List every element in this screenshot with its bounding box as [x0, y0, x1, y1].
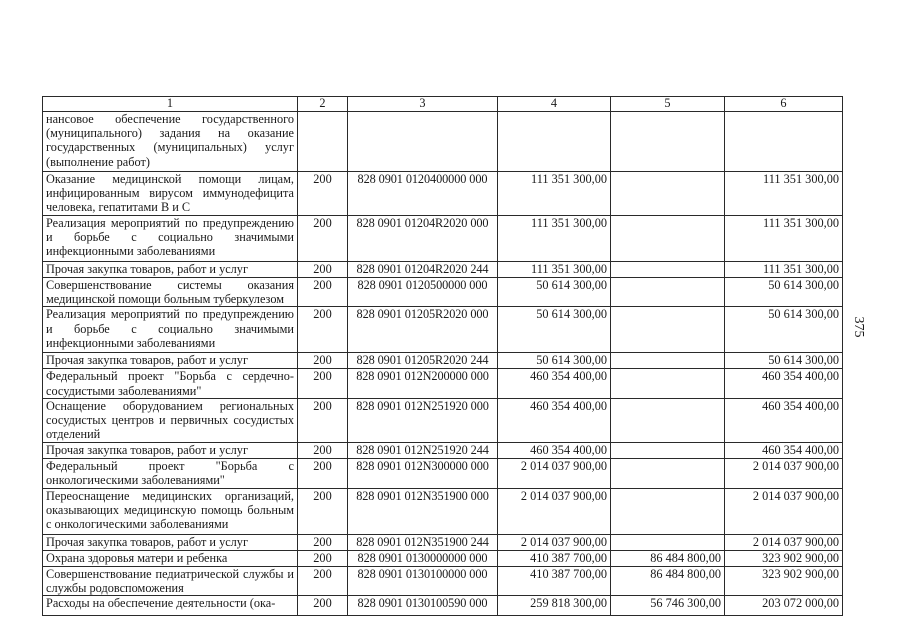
row-name-cell: Оснащение оборудованием региональных сосудистых центров и первичных сосудистых отделений [43, 398, 298, 442]
row-name-cell: Федеральный проект "Борьба с онкологическими заболеваниями" [43, 458, 298, 488]
table-row [43, 369, 843, 398]
row-name-cell: Прочая закупка товаров, работ и услуг [43, 534, 298, 550]
row-col5-cell [611, 458, 725, 488]
row-col5-cell: 56 746 300,00 [611, 596, 725, 616]
row-rz-cell: 200 [298, 278, 348, 307]
row-col5-cell: 86 484 800,00 [611, 566, 725, 595]
row-name-cell: нансовое обеспечение государственного (муниципального) задания на оказание государственных (муниципальных) услуг (выполнение работ) [43, 112, 298, 172]
table-row [43, 278, 843, 307]
table-row [43, 398, 843, 442]
row-code-cell: 828 0901 0130100000 000 [348, 566, 498, 595]
row-name-cell: Переоснащение медицинских организаций, оказывающих медицинскую помощь больным с онкологическими заболеваниями [43, 488, 298, 534]
row-code-cell: 828 0901 0120400000 000 [348, 172, 498, 216]
row-name-cell: Реализация мероприятий по предупреждению и борьбе с социально значимыми инфекционными заболеваниями [43, 307, 298, 353]
row-col5-cell [611, 278, 725, 307]
table-row [43, 442, 843, 458]
row-col6-cell: 460 354 400,00 [725, 369, 843, 398]
row-code-cell: 828 0901 01204R2020 000 [348, 216, 498, 262]
row-col5-cell [611, 307, 725, 353]
budget-table-body [43, 97, 843, 616]
row-col6-cell: 111 351 300,00 [725, 216, 843, 262]
row-col5-cell [611, 112, 725, 172]
row-col6-cell: 111 351 300,00 [725, 262, 843, 278]
table-row [43, 550, 843, 566]
row-col5-cell [611, 398, 725, 442]
row-code-cell: 828 0901 012N200000 000 [348, 369, 498, 398]
row-name-cell: Расходы на обеспечение деятельности (ока- [43, 596, 298, 616]
row-col4-cell: 259 818 300,00 [498, 596, 611, 616]
row-col6-cell: 50 614 300,00 [725, 307, 843, 353]
table-row [43, 596, 843, 616]
row-col4-cell: 111 351 300,00 [498, 262, 611, 278]
table-row [43, 353, 843, 369]
row-col4-cell: 2 014 037 900,00 [498, 488, 611, 534]
row-col4-cell: 111 351 300,00 [498, 172, 611, 216]
row-code-cell: 828 0901 012N351900 000 [348, 488, 498, 534]
row-col5-cell [611, 216, 725, 262]
row-col4-cell [498, 112, 611, 172]
header-cell-6: 6 [725, 97, 843, 112]
row-col5-cell [611, 262, 725, 278]
row-code-cell: 828 0901 012N251920 000 [348, 398, 498, 442]
row-col6-cell: 50 614 300,00 [725, 353, 843, 369]
table-row [43, 216, 843, 262]
row-code-cell: 828 0901 012N300000 000 [348, 458, 498, 488]
table-row [43, 534, 843, 550]
row-name-cell: Реализация мероприятий по предупреждению и борьбе с социально значимыми инфекционными заболеваниями [43, 216, 298, 262]
row-col5-cell [611, 172, 725, 216]
row-col5-cell [611, 534, 725, 550]
row-name-cell: Совершенствование педиатрической службы и службы родовспоможения [43, 566, 298, 595]
row-name-cell: Прочая закупка товаров, работ и услуг [43, 262, 298, 278]
row-code-cell: 828 0901 01205R2020 000 [348, 307, 498, 353]
row-rz-cell: 200 [298, 534, 348, 550]
table-header-row [43, 97, 843, 112]
row-rz-cell: 200 [298, 458, 348, 488]
row-rz-cell: 200 [298, 442, 348, 458]
row-rz-cell: 200 [298, 369, 348, 398]
row-col4-cell: 410 387 700,00 [498, 550, 611, 566]
row-rz-cell: 200 [298, 307, 348, 353]
row-col4-cell: 460 354 400,00 [498, 442, 611, 458]
row-col4-cell: 410 387 700,00 [498, 566, 611, 595]
row-col6-cell: 460 354 400,00 [725, 398, 843, 442]
row-code-cell: 828 0901 012N251920 244 [348, 442, 498, 458]
row-rz-cell: 200 [298, 398, 348, 442]
budget-table [42, 96, 843, 616]
row-rz-cell [298, 112, 348, 172]
row-rz-cell: 200 [298, 550, 348, 566]
row-col6-cell: 111 351 300,00 [725, 172, 843, 216]
row-rz-cell: 200 [298, 172, 348, 216]
table-row [43, 112, 843, 172]
row-rz-cell: 200 [298, 596, 348, 616]
row-name-cell: Прочая закупка товаров, работ и услуг [43, 442, 298, 458]
row-code-cell: 828 0901 0120500000 000 [348, 278, 498, 307]
table-row [43, 566, 843, 595]
row-col4-cell: 50 614 300,00 [498, 307, 611, 353]
row-col6-cell: 203 072 000,00 [725, 596, 843, 616]
header-cell-2: 2 [298, 97, 348, 112]
header-cell-3: 3 [348, 97, 498, 112]
table-row [43, 172, 843, 216]
table-row [43, 458, 843, 488]
table-row [43, 488, 843, 534]
row-name-cell: Оказание медицинской помощи лицам, инфицированным вирусом иммунодефицита человека, гепатитами В и С [43, 172, 298, 216]
row-rz-cell: 200 [298, 216, 348, 262]
page-number: 375 [851, 316, 866, 338]
row-col4-cell: 460 354 400,00 [498, 398, 611, 442]
header-cell-1: 1 [43, 97, 298, 112]
row-col6-cell [725, 112, 843, 172]
row-code-cell: 828 0901 0130000000 000 [348, 550, 498, 566]
row-rz-cell: 200 [298, 566, 348, 595]
row-name-cell: Прочая закупка товаров, работ и услуг [43, 353, 298, 369]
row-col5-cell [611, 442, 725, 458]
row-col5-cell [611, 353, 725, 369]
row-code-cell: 828 0901 012N351900 244 [348, 534, 498, 550]
row-col4-cell: 50 614 300,00 [498, 353, 611, 369]
row-col6-cell: 2 014 037 900,00 [725, 534, 843, 550]
row-name-cell: Федеральный проект "Борьба с сердечно-сосудистыми заболеваниями" [43, 369, 298, 398]
row-code-cell [348, 112, 498, 172]
row-col4-cell: 460 354 400,00 [498, 369, 611, 398]
row-col6-cell: 50 614 300,00 [725, 278, 843, 307]
row-col6-cell: 460 354 400,00 [725, 442, 843, 458]
row-col4-cell: 2 014 037 900,00 [498, 458, 611, 488]
header-cell-5: 5 [611, 97, 725, 112]
row-rz-cell: 200 [298, 262, 348, 278]
row-col6-cell: 323 902 900,00 [725, 566, 843, 595]
row-name-cell: Совершенствование системы оказания медицинской помощи больным туберкулезом [43, 278, 298, 307]
row-col4-cell: 50 614 300,00 [498, 278, 611, 307]
row-col4-cell: 2 014 037 900,00 [498, 534, 611, 550]
row-code-cell: 828 0901 01204R2020 244 [348, 262, 498, 278]
table-row [43, 262, 843, 278]
row-col5-cell: 86 484 800,00 [611, 550, 725, 566]
row-col6-cell: 323 902 900,00 [725, 550, 843, 566]
table-row [43, 307, 843, 353]
row-name-cell: Охрана здоровья матери и ребенка [43, 550, 298, 566]
row-rz-cell: 200 [298, 353, 348, 369]
row-col5-cell [611, 488, 725, 534]
row-code-cell: 828 0901 01205R2020 244 [348, 353, 498, 369]
row-col6-cell: 2 014 037 900,00 [725, 458, 843, 488]
row-code-cell: 828 0901 0130100590 000 [348, 596, 498, 616]
header-cell-4: 4 [498, 97, 611, 112]
row-col4-cell: 111 351 300,00 [498, 216, 611, 262]
row-col6-cell: 2 014 037 900,00 [725, 488, 843, 534]
row-rz-cell: 200 [298, 488, 348, 534]
row-col5-cell [611, 369, 725, 398]
